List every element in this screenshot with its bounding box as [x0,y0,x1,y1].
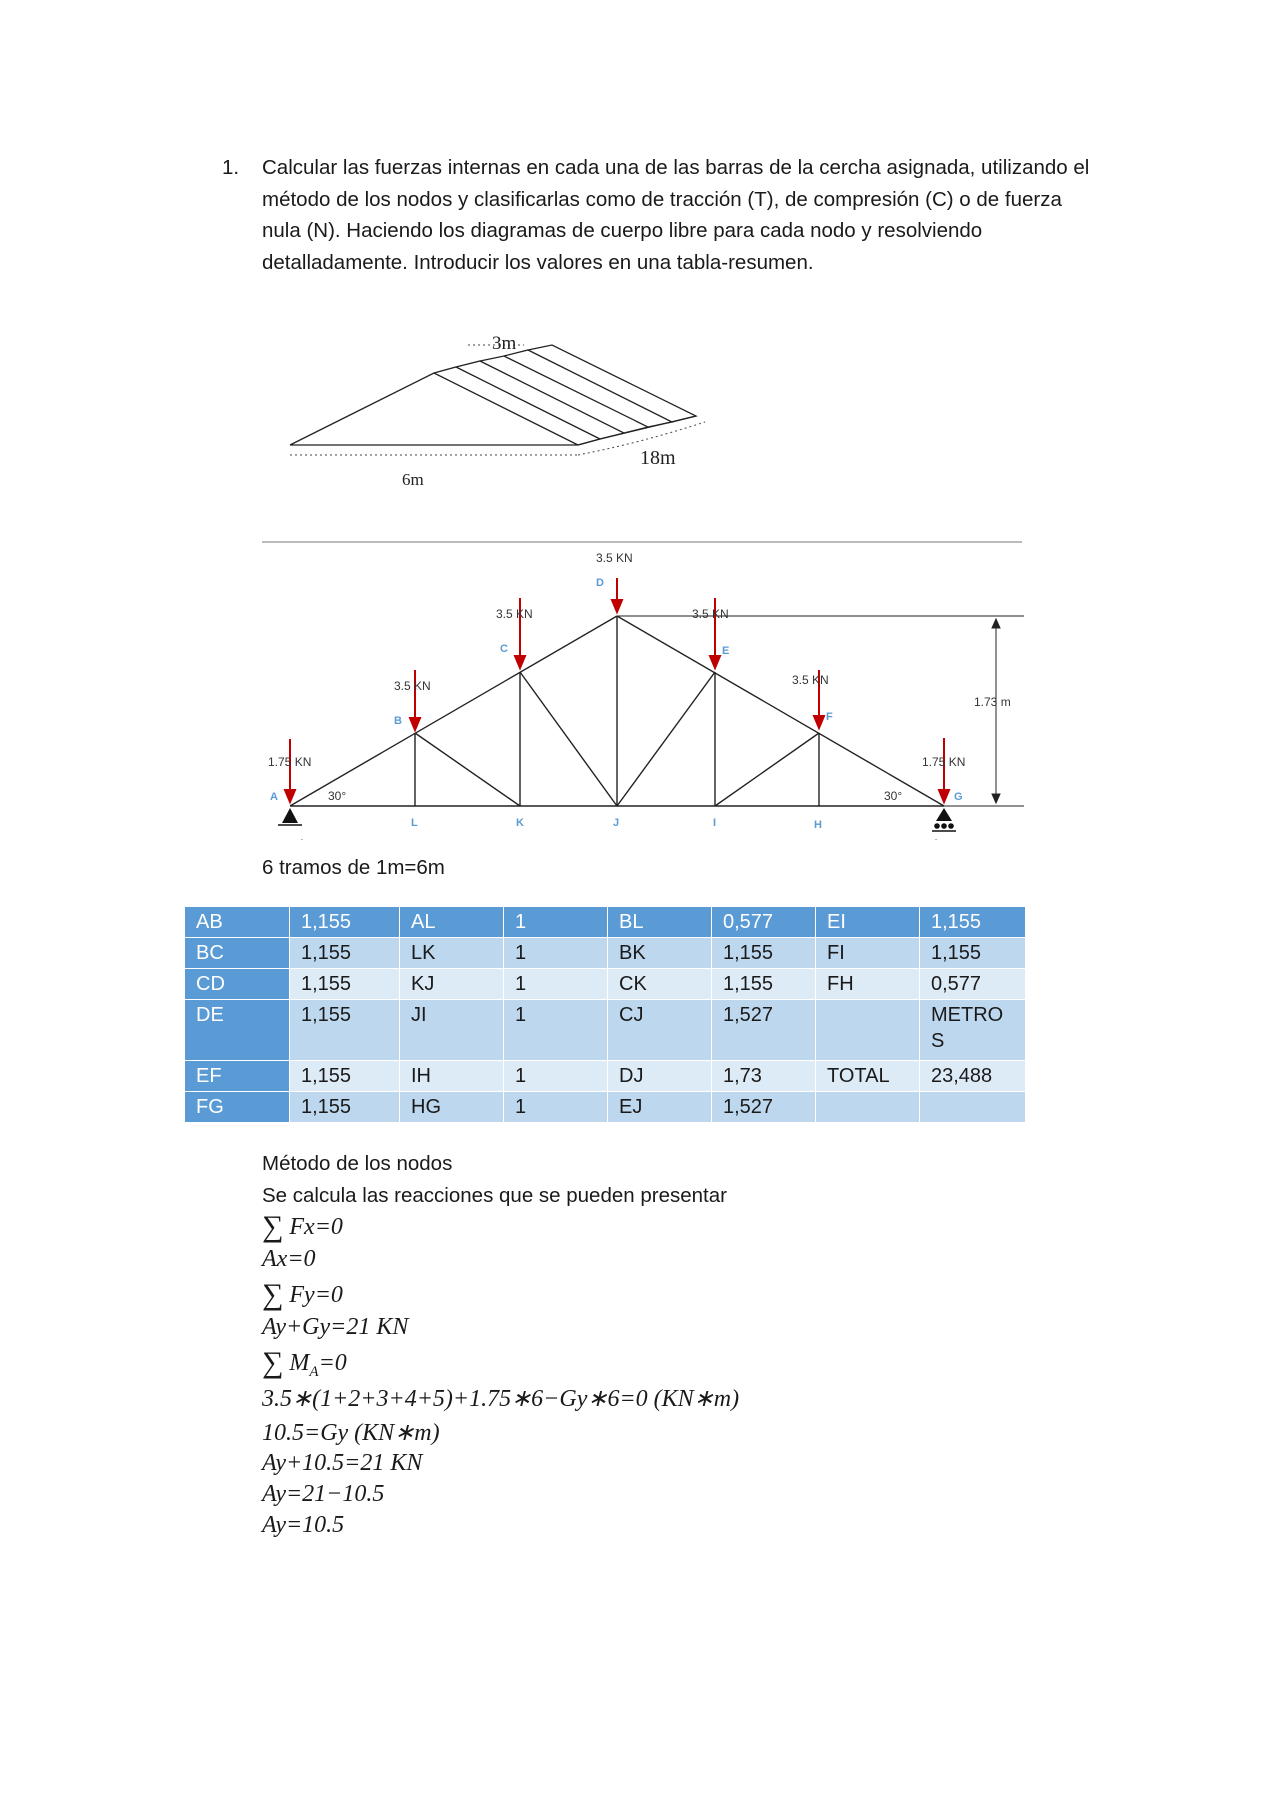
table-cell: 1 [504,969,608,1000]
table-cell: 1,73 [712,1061,816,1092]
problem-number: 1. [222,156,240,179]
equation-moment: 3.5∗(1+2+3+4+5)+1.75∗6−Gy∗6=0 (KN∗m) [262,1386,740,1412]
height-label: 1.73 m [974,695,1011,709]
equation-ay-gy: Ay+Gy=21 KN [262,1314,409,1340]
equation-text: Fy=0 [289,1282,343,1308]
table-cell: 1,155 [290,969,400,1000]
table-cell: EI [816,907,920,938]
table-cell: FG [185,1092,290,1123]
table-cell: LK [400,938,504,969]
load-label-a: 1.75 KN [268,755,312,769]
load-label-g: 1.75 KN [922,755,966,769]
table-cell: 0,577 [920,969,1026,1000]
table-cell: HG [400,1092,504,1123]
table-cell: 1,155 [290,1061,400,1092]
table-cell: IH [400,1061,504,1092]
equation-text: M [289,1350,310,1376]
sketch-label-3m: 3m [492,333,517,354]
table-cell: 1,155 [712,969,816,1000]
table-row [185,907,1026,938]
table-row [185,969,1026,1000]
load-label-f: 3.5 KN [792,673,829,687]
table-cell: 1 [504,1000,608,1061]
angle-label-right: 30° [884,789,903,803]
load-label-b: 3.5 KN [394,679,431,693]
node-label-i: I [713,817,717,829]
node-label-e: E [722,645,730,657]
roller-support-g [936,808,952,821]
table-cell: 1 [504,938,608,969]
node-label-g: G [954,791,963,803]
equation-sum-ma [262,1346,347,1381]
node-label-b: B [394,715,402,727]
table-cell: CD [185,969,290,1000]
table-cell [816,1092,920,1123]
table-cell: FI [816,938,920,969]
table-cell: KJ [400,969,504,1000]
table-cell: 1,155 [712,938,816,969]
load-label-d: 3.5 KN [596,551,633,565]
table-cell: DE [185,1000,290,1061]
equation-gy: 10.5=Gy (KN∗m) [262,1420,440,1446]
table-cell: BL [608,907,712,938]
table-cell: EJ [608,1092,712,1123]
table-cell: 1 [504,907,608,938]
equation-text: Fx=0 [289,1214,343,1240]
table-cell: 1,527 [712,1092,816,1123]
node-label-f: F [826,711,833,723]
node-label-c: C [500,643,508,655]
equation-subscript: A [309,1363,319,1380]
equation-ay-diff: Ay=21−10.5 [262,1481,385,1507]
table-cell: 1,155 [290,938,400,969]
table-cell [920,1092,1026,1123]
sketch-label-6m: 6m [402,470,424,489]
table-cell: FH [816,969,920,1000]
table-cell: JI [400,1000,504,1061]
method-section [262,1148,727,1212]
equation-ax: Ax=0 [262,1246,316,1272]
node-label-k: K [516,817,524,829]
truss-members [290,616,944,806]
table-cell: CK [608,969,712,1000]
load-label-c: 3.5 KN [496,607,533,621]
sigma-symbol: ∑ [262,1346,284,1379]
table-row [185,1061,1026,1092]
node-label-d: D [596,577,604,589]
table-cell: 1,155 [920,907,1026,938]
node-label-l: L [411,817,418,829]
table-cell: TOTAL [816,1061,920,1092]
table-row [185,938,1026,969]
table-cell: CJ [608,1000,712,1061]
node-label-j: J [613,817,620,829]
table-cell: 1,527 [712,1000,816,1061]
truss-perspective-sketch [280,325,760,490]
table-cell: AL [400,907,504,938]
sketch-label-18m: 18m [640,447,676,469]
equation-sum-fy [262,1278,343,1312]
table-cell [816,1000,920,1061]
table-cell: EF [185,1061,290,1092]
table-row [185,1092,1026,1123]
table-cell: 1,155 [290,1092,400,1123]
sigma-symbol: ∑ [262,1278,284,1311]
table-row [185,1000,1026,1061]
truss-diagram [258,540,1028,840]
table-cell: 1,155 [920,938,1026,969]
angle-label-left: 30° [328,789,347,803]
method-intro: Se calcula las reacciones que se pueden presentar [262,1184,727,1207]
bar-summary-table [184,906,1026,1123]
table-cell: 0,577 [712,907,816,938]
table-cell: 1 [504,1061,608,1092]
truss-caption: 6 tramos de 1m=6m [262,856,445,879]
node-label-a: A [270,791,278,803]
pin-support-a [282,808,298,823]
table-cell: AB [185,907,290,938]
sigma-symbol: ∑ [262,1210,284,1243]
table-cell: 1,155 [290,907,400,938]
load-label-e: 3.5 KN [692,607,729,621]
equation-sum-fx [262,1210,343,1244]
table-cell: DJ [608,1061,712,1092]
table-cell: 23,488 [920,1061,1026,1092]
problem-text: Calcular las fuerzas internas en cada una de las barras de la cercha asignada, utilizando el método de los nodos y clasificarlas como de tracción (T), de compresión (C) o de fuerza nula (N). Haciendo los diagramas de cuerpo libre para cada nodo y resolviendo detalladamente. Introducir los valores en una tabla-resumen. [262,156,1090,274]
table-cell: 1 [504,1092,608,1123]
table-cell: BK [608,938,712,969]
method-title: Método de los nodos [262,1152,453,1175]
node-label-h: H [814,819,822,831]
table-cell: METROS [920,1000,1026,1061]
equation-ay-result: Ay=10.5 [262,1512,345,1538]
equation-text: =0 [318,1350,347,1376]
table-cell: 1,155 [290,1000,400,1061]
equation-ay-sub: Ay+10.5=21 KN [262,1450,423,1476]
table-cell: BC [185,938,290,969]
